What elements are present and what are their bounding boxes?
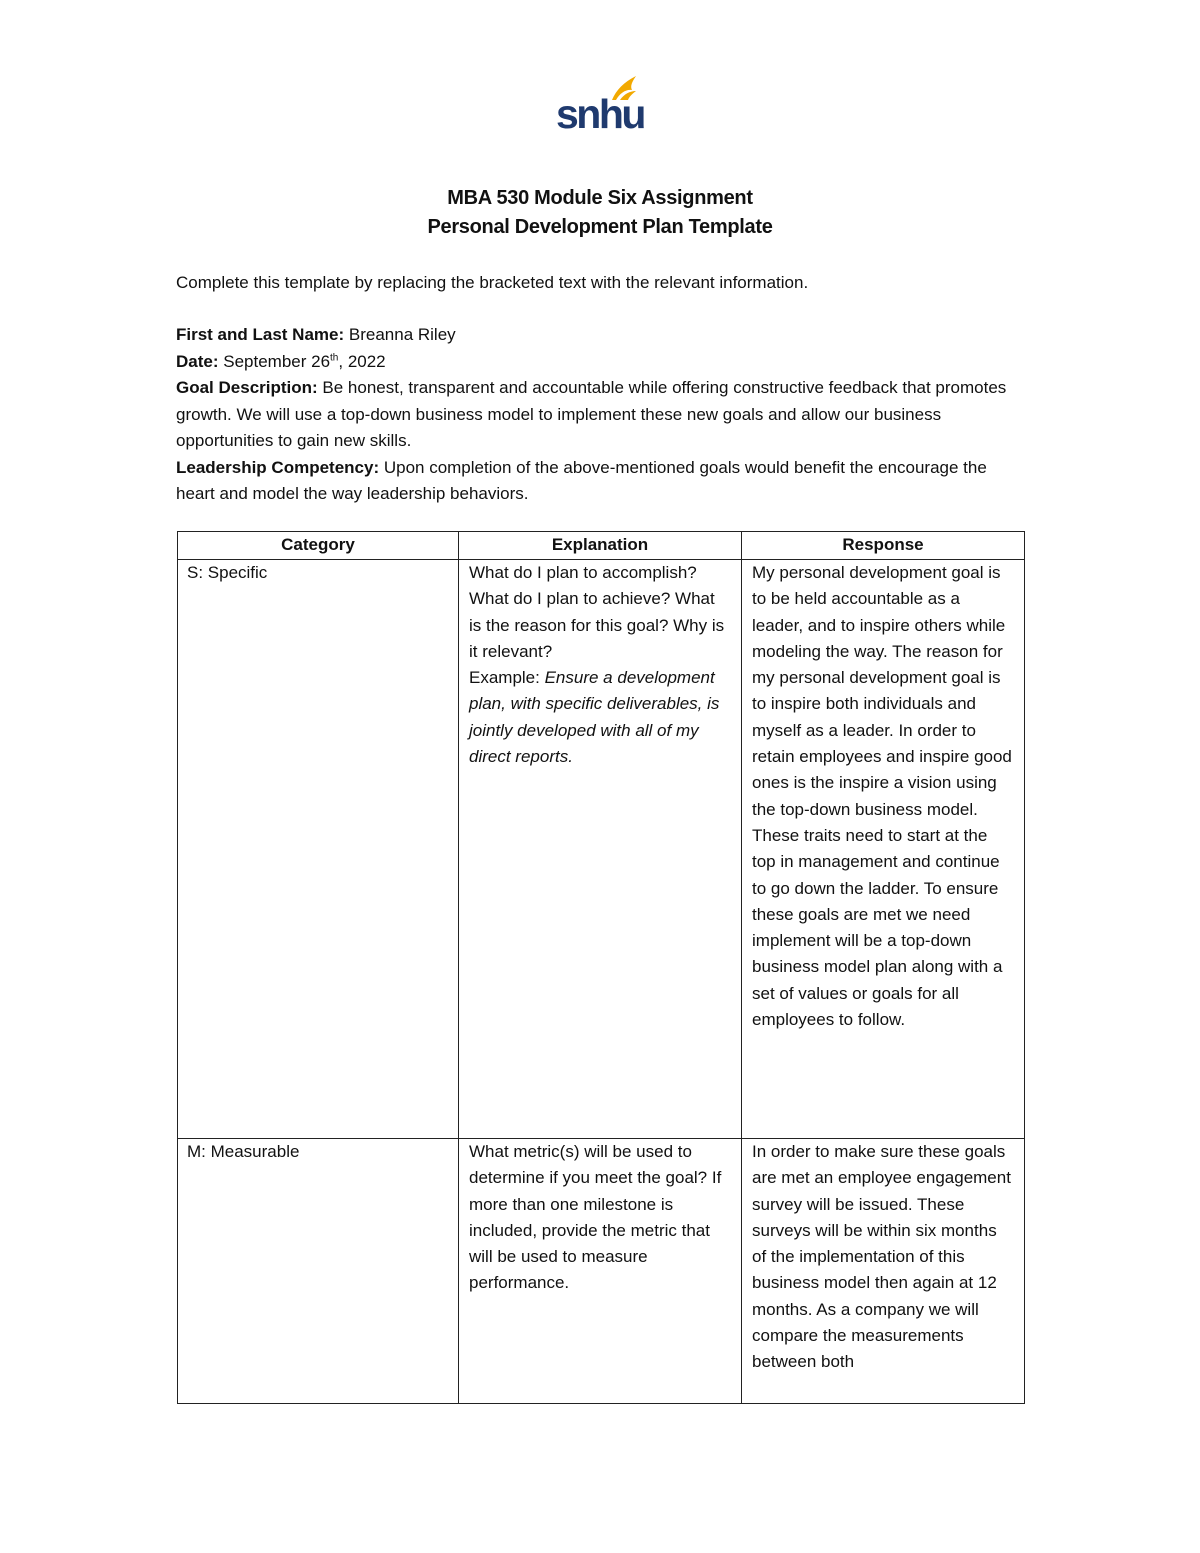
logo-wordmark: snhu bbox=[556, 91, 644, 137]
competency-field bbox=[176, 455, 1026, 508]
goal-label: Goal Description: bbox=[176, 378, 318, 397]
title-line-2: Personal Development Plan Template bbox=[427, 216, 773, 238]
response-cell: In order to make sure these goals are met an employee engagement survey will be issued. These surveys will be within six months of the implementation of this business model then again at 12 months. As a company we will compare the measurements between both bbox=[742, 1139, 1025, 1404]
example-label: Example: bbox=[469, 668, 545, 688]
example-text bbox=[469, 665, 731, 770]
explanation-text: What do I plan to accomplish? What do I plan to achieve? What is the reason for this goal? Why is it relevant? bbox=[469, 563, 725, 661]
competency-label: Leadership Competency: bbox=[176, 457, 380, 477]
title-line-1: MBA 530 Module Six Assignment bbox=[447, 187, 753, 209]
date-value-post: , 2022 bbox=[338, 351, 386, 371]
table-row bbox=[178, 1139, 1025, 1404]
intro-instructions: Complete this template by replacing the bracketed text with the relevant information. bbox=[176, 273, 809, 292]
header-response: Response bbox=[742, 532, 1025, 560]
flame-icon bbox=[550, 70, 650, 140]
response-cell: My personal development goal is to be held accountable as a leader, and to inspire others while modeling the way. The reason for my personal development goal is to inspire both individuals and myself as a leader. In order to retain employees and inspire good ones is the inspire a vision using the top-down business model. These traits need to start at the top in management and continue to go down the ladder. To ensure these goals are met we need implement will be a top-down business model plan along with a set of values or goals for all employees to follow. bbox=[742, 560, 1025, 1139]
goal-value: Be honest, transparent and accountable while offering constructive feedback that promotes growth. We will use a top-down business model to implement these new goals and allow our business opportunities to gain new skills. bbox=[176, 378, 1007, 450]
date-label: Date: bbox=[176, 351, 219, 371]
date-field bbox=[176, 349, 1026, 376]
plan-fields bbox=[176, 322, 1026, 508]
explanation-cell bbox=[459, 560, 742, 1139]
competency-value: Upon completion of the above-mentioned goals would benefit the encourage the heart and model the way leadership behaviors. bbox=[176, 457, 987, 503]
date-value-pre: September 26 bbox=[218, 351, 331, 371]
smart-goal-table bbox=[177, 531, 1025, 1404]
header-category: Category bbox=[178, 532, 459, 560]
header-explanation: Explanation bbox=[459, 532, 742, 560]
table-row bbox=[178, 560, 1025, 1139]
goal-field bbox=[176, 375, 1026, 455]
explanation-cell: What metric(s) will be used to determine if you meet the goal? If more than one milestone is included, provide the metric that will be used to measure performance. bbox=[459, 1139, 742, 1404]
snhu-logo bbox=[550, 70, 650, 140]
example-content: Ensure a development plan, with specific deliverables, is jointly developed with all of my direct reports. bbox=[469, 668, 720, 767]
category-cell: S: Specific bbox=[178, 560, 459, 1139]
category-cell: M: Measurable bbox=[178, 1139, 459, 1404]
name-value: Breanna Riley bbox=[344, 325, 456, 344]
name-field bbox=[176, 322, 1026, 349]
table-header-row bbox=[178, 532, 1025, 560]
date-value-sup: th bbox=[330, 351, 339, 363]
document-title bbox=[0, 184, 1200, 242]
name-label: First and Last Name: bbox=[176, 325, 345, 344]
